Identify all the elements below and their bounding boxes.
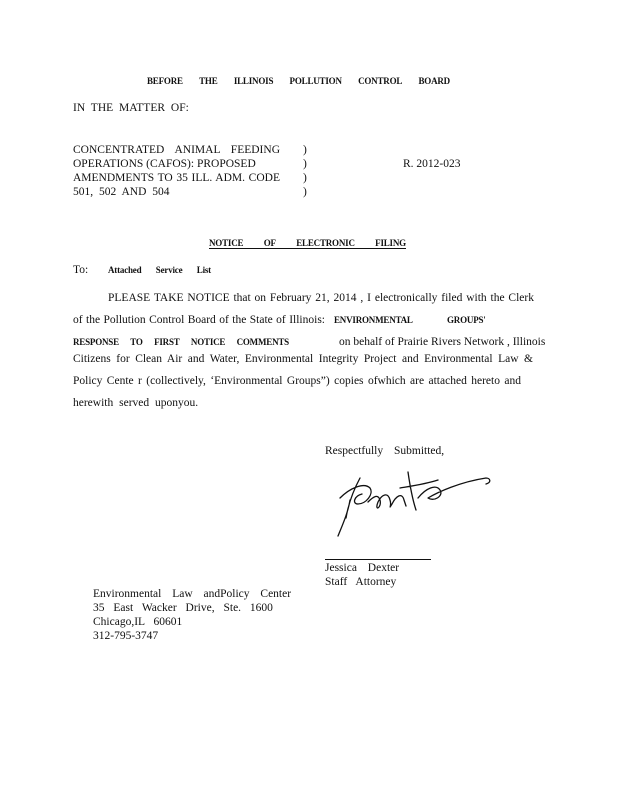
header-word: BOARD bbox=[418, 76, 450, 86]
body-bold: RESPONSE bbox=[73, 337, 119, 347]
signature bbox=[330, 458, 495, 543]
caption-line: 501, 502 AND 504 bbox=[73, 186, 170, 198]
caption-line: CONCENTRATED ANIMAL FEEDING bbox=[73, 144, 280, 156]
header-word: ILLINOIS bbox=[233, 76, 274, 86]
body-line: on behalf of Prairie Rivers Network , Illinois bbox=[339, 336, 546, 348]
body-line: PLEASE TAKE NOTICE that on February 21, 2014 , I electronically filed with the Clerk bbox=[108, 292, 534, 304]
header-word: BEFORE bbox=[147, 76, 183, 86]
address-line: 35 East Wacker Drive, Ste. 1600 bbox=[93, 602, 273, 614]
body-line: of the Pollution Control Board of the State of Illinois: bbox=[73, 314, 325, 326]
signer-title: Staff Attorney bbox=[325, 576, 397, 588]
notice-title-word: NOTICE bbox=[209, 238, 244, 248]
caption-line: AMENDMENTS TO 35 ILL. ADM. CODE bbox=[73, 172, 280, 184]
caption-bracket: ) bbox=[303, 158, 307, 170]
body-bold: FIRST bbox=[154, 337, 180, 347]
header-word: CONTROL bbox=[358, 76, 403, 86]
address-line: Chicago,IL 60601 bbox=[93, 616, 183, 628]
notice-title bbox=[209, 238, 406, 249]
body-bold: ENVIRONMENTAL bbox=[334, 315, 413, 325]
caption-bracket: ) bbox=[303, 172, 307, 184]
to-label: To: bbox=[73, 264, 89, 276]
signer-name: Jessica Dexter bbox=[325, 562, 400, 574]
case-number: R. 2012-023 bbox=[403, 158, 461, 170]
respectfully-submitted: Respectfully Submitted, bbox=[325, 445, 445, 457]
header-word: POLLUTION bbox=[289, 76, 342, 86]
body-bold: NOTICE bbox=[190, 337, 226, 347]
body-bold: TO bbox=[130, 337, 143, 347]
header-word: THE bbox=[199, 76, 218, 86]
in-the-matter: IN THE MATTER OF: bbox=[73, 102, 189, 114]
body-line: herewith served uponyou. bbox=[73, 397, 199, 409]
signature-line bbox=[325, 559, 431, 560]
service-list bbox=[108, 265, 211, 275]
service-list-word: Service bbox=[155, 265, 183, 275]
body-line: Policy Cente r (collectively, ‘Environmental Groups”) copies ofwhich are attached hereto and bbox=[73, 375, 521, 387]
address-line: Environmental Law andPolicy Center bbox=[93, 588, 292, 600]
board-header bbox=[147, 76, 450, 86]
service-list-word: List bbox=[196, 265, 211, 275]
caption-line: OPERATIONS (CAFOS): PROPOSED bbox=[73, 158, 256, 170]
notice-title-word: ELECTRONIC bbox=[296, 238, 355, 248]
body-bold: COMMENTS bbox=[236, 337, 289, 347]
address-line: 312-795-3747 bbox=[93, 630, 159, 642]
service-list-word: Attached bbox=[108, 265, 142, 275]
caption-bracket: ) bbox=[303, 144, 307, 156]
notice-title-word: FILING bbox=[375, 238, 406, 248]
caption-bracket: ) bbox=[303, 186, 307, 198]
body-bold: GROUPS' bbox=[447, 315, 486, 325]
notice-title-word: OF bbox=[263, 238, 276, 248]
body-line: Citizens for Clean Air and Water, Environmental Integrity Project and Environmental Law & bbox=[73, 353, 533, 365]
body-bold-line bbox=[73, 337, 289, 347]
